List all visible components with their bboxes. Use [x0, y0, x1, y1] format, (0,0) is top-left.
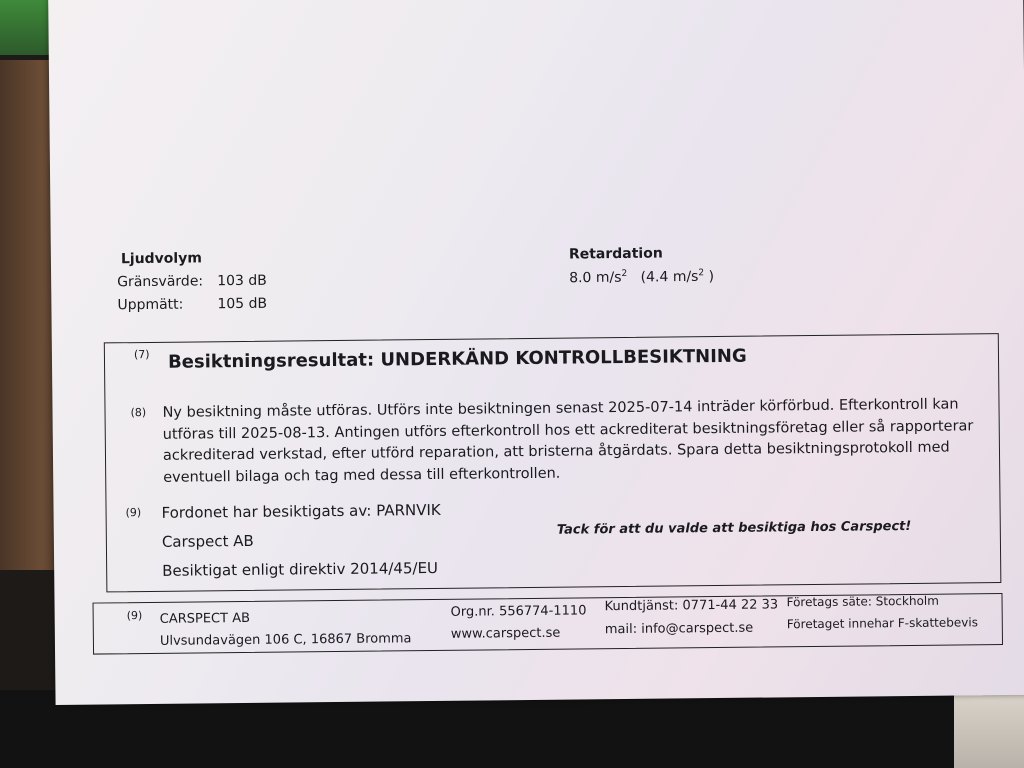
- sound-limit-label: Gränsvärde:: [117, 273, 204, 291]
- footer-number: (9): [126, 609, 143, 623]
- retardation-heading: Retardation: [568, 245, 663, 263]
- result-title: Besiktningsresultat: UNDERKÄND KONTROLLBESIKTNING: [167, 345, 747, 373]
- footer-address: Ulvsundavägen 106 C, 16867 Bromma: [159, 631, 412, 649]
- inspection-document: [48, 0, 1024, 705]
- footer-org-number: Org.nr. 556774-1110: [450, 603, 587, 620]
- sound-limit-value: 103 dB: [217, 272, 267, 290]
- retardation-value: 8.0 $m/s^2$ (4.4 $m/s^2$ ): [569, 268, 715, 287]
- footer-email: mail: info@carspect.se: [604, 620, 754, 638]
- footer-customer-service: Kundtjänst: 0771-44 22 33: [604, 597, 779, 615]
- inspected-by: Fordonet har besiktigats av: PARNVIK: [161, 500, 441, 522]
- footer-company: CARSPECT AB: [159, 610, 251, 627]
- footer-website: www.carspect.se: [450, 625, 561, 642]
- company-name: Carspect AB: [161, 531, 254, 551]
- sound-measured-value: 105 dB: [217, 295, 268, 313]
- thanks-message: Tack för att du valde att besiktiga hos Carspect!: [556, 518, 912, 538]
- note-number: (8): [130, 405, 147, 420]
- directive: Besiktigat enligt direktiv 2014/45/EU: [162, 558, 439, 580]
- sound-measured-label: Uppmätt:: [117, 296, 184, 314]
- result-number: (7): [133, 347, 150, 362]
- inspector-number: (9): [125, 506, 142, 520]
- footer-tax: Företaget innehar F-skattebevis: [786, 615, 978, 632]
- result-note: Ny besiktning måste utföras. Utförs inte besiktningen senast 2025-07-14 inträder körförbud. Efterkontroll kan utföras till 2025-08-13. Antingen utförs efterkontroll hos ett ackrediterat besiktningsföretag eller så rapporterar ackrediterad verkstad, efter utförd reparation, att bristerna åtgärdats. Spara detta besiktningsprotokoll med eventuell bilaga och tag med dessa till efterkontrollen.: [162, 396, 974, 486]
- sound-heading: Ljudvolym: [120, 250, 202, 268]
- footer-seat: Företags säte: Stockholm: [786, 593, 939, 610]
